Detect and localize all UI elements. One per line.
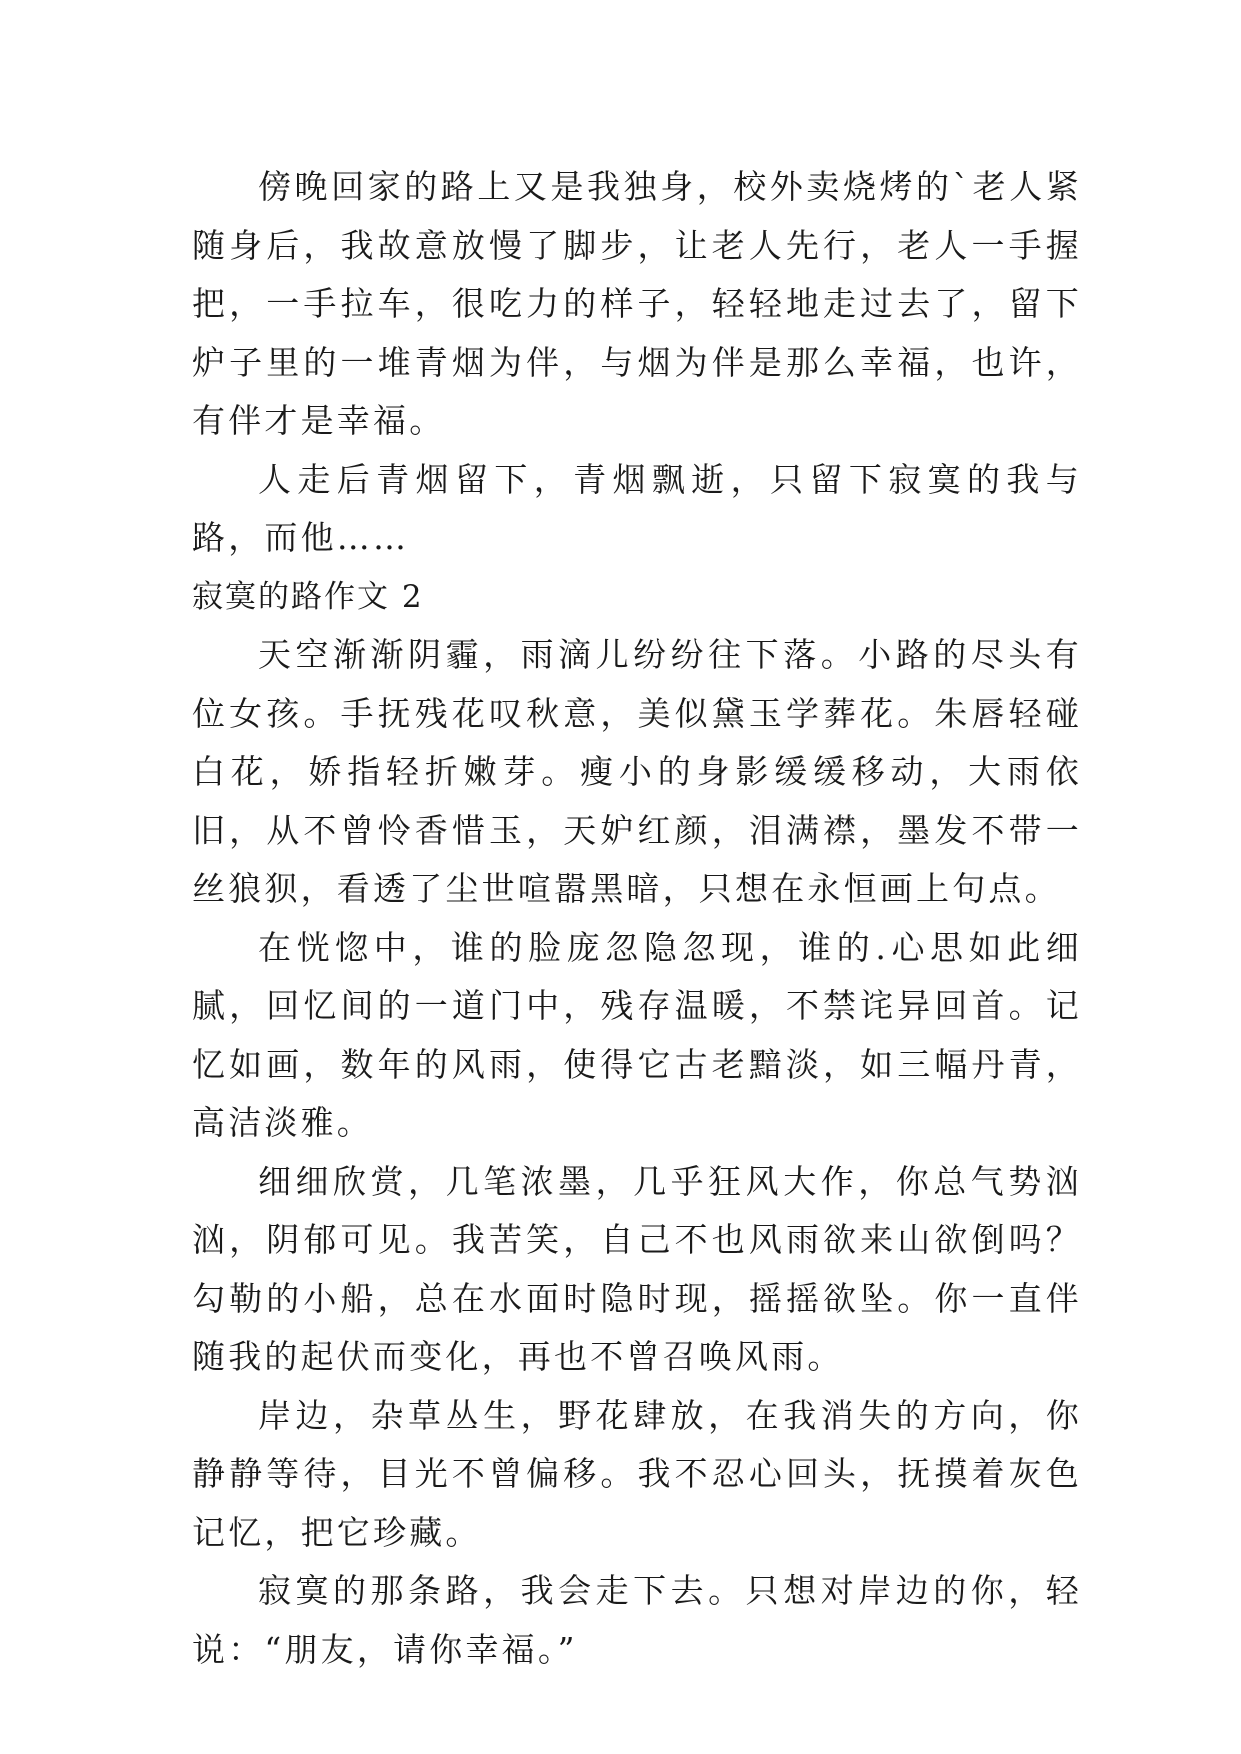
paragraph-rainy-path: 天空渐渐阴霾，雨滴儿纷纷往下落。小路的尽头有位女孩。手抚残花叹秋意，美似黛玉学葬花。朱唇轻碰白花，娇指轻折嫩芽。瘦小的身影缓缓移动，大雨依旧，从不曾怜香惜玉，天妒红颜，泪满襟，墨发不带一丝狼狈，看透了尘世喧嚣黑暗，只想在永恒画上句点。 [192,635,1082,908]
paragraph-smoke-fades: 人走后青烟留下，青烟飘逝，只留下寂寞的我与路，而他…… [192,459,1082,557]
essay-heading: 寂寞的路作文 2 [192,578,424,615]
paragraph-memory-painting: 在恍惚中，谁的脸庞忽隐忽现，谁的.心思如此细腻，回忆间的一道门中，残存温暖，不禁诧异回首。记忆如画，数年的风雨，使得它古老黯淡，如三幅丹青，高洁淡雅。 [192,927,1082,1142]
document-body [192,158,1082,1679]
paragraph-evening-walk: 傍晚回家的路上又是我独身，校外卖烧烤的`老人紧随身后，我故意放慢了脚步，让老人先行，老人一手握把，一手拉车，很吃力的样子，轻轻地走过去了，留下炉子里的一堆青烟为伴，与烟为伴是那么幸福，也许，有伴才是幸福。 [192,167,1082,440]
paragraph-closing: 寂寞的那条路，我会走下去。只想对岸边的你，轻说：“朋友，请你幸福。” [192,1571,1082,1669]
paragraph-ink-boat: 细细欣赏，几笔浓墨，几乎狂风大作，你总气势汹汹，阴郁可见。我苦笑，自己不也风雨欲来山欲倒吗？勾勒的小船，总在水面时隐时现，摇摇欲坠。你一直伴随我的起伏而变化，再也不曾召唤风雨。 [192,1161,1082,1376]
paragraph-riverbank: 岸边，杂草丛生，野花肆放，在我消失的方向，你静静等待，目光不曾偏移。我不忍心回头，抚摸着灰色记忆，把它珍藏。 [192,1395,1082,1552]
